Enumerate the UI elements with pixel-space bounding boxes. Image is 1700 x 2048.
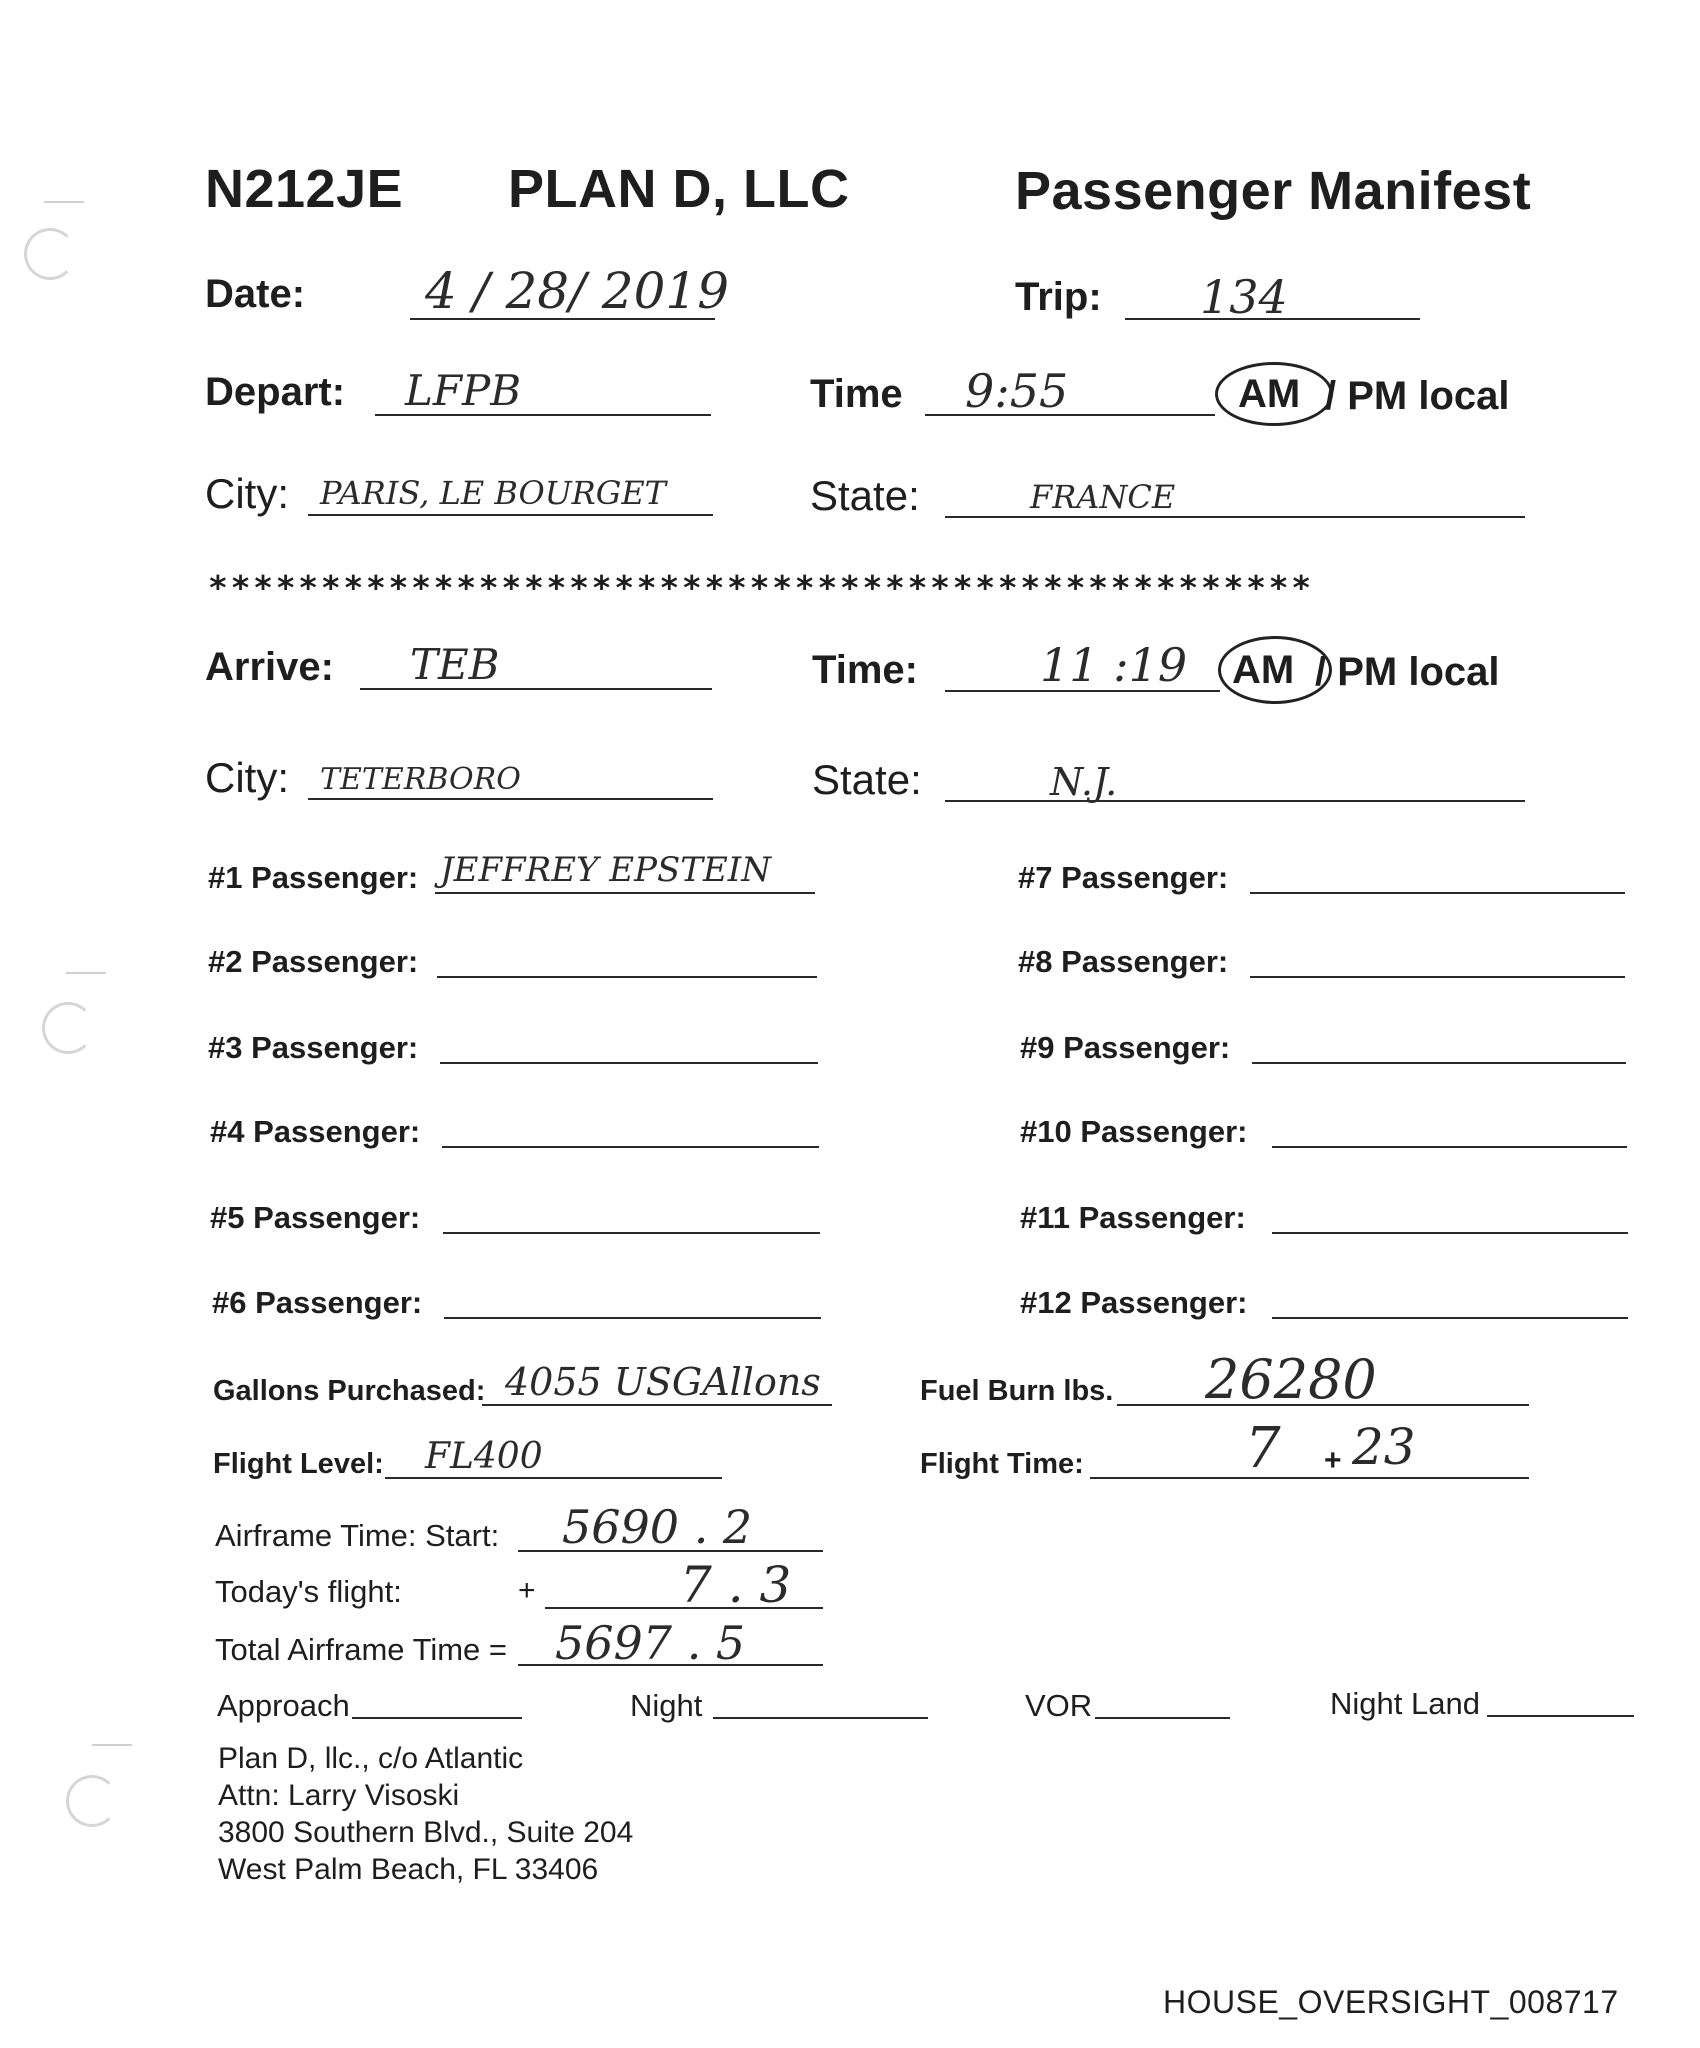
trip-value: 134 xyxy=(1200,270,1288,324)
tail-number: N212JE xyxy=(205,159,404,219)
passenger-6-label: #6 Passenger: xyxy=(212,1285,423,1320)
approach-line xyxy=(352,1717,522,1719)
todays-flight-label: Today's flight: xyxy=(215,1574,402,1609)
binder-hole-1 xyxy=(24,228,76,280)
address-line-4: West Palm Beach, FL 33406 xyxy=(218,1853,599,1886)
passenger-1-label: #1 Passenger: xyxy=(208,860,419,895)
hole-mark-2 xyxy=(66,972,106,974)
flight-level-line xyxy=(385,1477,722,1479)
airframe-start-value: 5690 . 2 xyxy=(562,1500,753,1554)
night-label: Night xyxy=(630,1688,703,1723)
night-land-label: Night Land xyxy=(1330,1686,1480,1721)
depart-value: LFPB xyxy=(405,366,522,415)
passenger-10-line xyxy=(1272,1146,1627,1148)
binder-hole-2 xyxy=(42,1002,94,1054)
arrive-state-line xyxy=(945,800,1525,802)
passenger-11-line xyxy=(1272,1232,1628,1234)
night-land-line xyxy=(1487,1715,1634,1717)
passenger-11-label: #11 Passenger: xyxy=(1020,1200,1246,1235)
arrive-time-label: Time: xyxy=(812,648,918,692)
hole-mark-1 xyxy=(44,201,84,203)
passenger-12-label: #12 Passenger: xyxy=(1020,1285,1248,1320)
night-line xyxy=(713,1717,928,1719)
passenger-5-line xyxy=(443,1232,820,1234)
arrive-state-label: State: xyxy=(812,756,922,803)
flight-level-label: Flight Level: xyxy=(213,1448,384,1480)
depart-time-label: Time xyxy=(810,372,903,416)
arrive-value: TEB xyxy=(410,640,500,689)
arrive-city-line xyxy=(308,798,713,800)
passenger-9-line xyxy=(1252,1062,1626,1064)
passenger-4-line xyxy=(442,1146,819,1148)
arrive-pm-local-label: / PM local xyxy=(1315,650,1500,694)
passenger-4-label: #4 Passenger: xyxy=(210,1114,421,1149)
todays-flight-value: 7 . 3 xyxy=(680,1556,792,1614)
mailing-address xyxy=(218,1740,633,1888)
passenger-1-name: JEFFREY EPSTEIN xyxy=(440,850,771,890)
address-line-1: Plan D, llc., c/o Atlantic xyxy=(218,1742,524,1775)
vor-line xyxy=(1095,1717,1230,1719)
passenger-2-label: #2 Passenger: xyxy=(208,944,419,979)
arrive-state-value: N.J. xyxy=(1050,760,1118,804)
depart-time-value: 9:55 xyxy=(965,364,1069,418)
passenger-1-line xyxy=(435,892,815,894)
passenger-7-label: #7 Passenger: xyxy=(1018,860,1229,895)
airframe-start-label: Airframe Time: Start: xyxy=(215,1518,500,1553)
date-value: 4 / 28/ 2019 xyxy=(425,262,730,320)
separator-stars: ************************************************* xyxy=(208,568,1314,607)
address-line-2: Attn: Larry Visoski xyxy=(218,1779,460,1812)
passenger-8-line xyxy=(1250,976,1625,978)
depart-state-value: FRANCE xyxy=(1030,478,1176,516)
bates-number: HOUSE_OVERSIGHT_008717 xyxy=(1163,1984,1619,2020)
total-airframe-value: 5697 . 5 xyxy=(555,1616,746,1670)
depart-state-label: State: xyxy=(810,472,920,519)
date-label: Date: xyxy=(205,272,306,316)
flight-time-hours: 7 xyxy=(1245,1416,1281,1481)
trip-label: Trip: xyxy=(1015,275,1102,319)
flight-level-value: FL400 xyxy=(425,1436,543,1477)
depart-pm-local-label: / PM local xyxy=(1325,374,1510,418)
arrive-city-value: TETERBORO xyxy=(320,762,521,797)
depart-city-value: PARIS, LE BOURGET xyxy=(320,474,667,512)
passenger-8-label: #8 Passenger: xyxy=(1018,944,1229,979)
form-title: Passenger Manifest xyxy=(1015,161,1532,221)
passenger-3-line xyxy=(440,1062,818,1064)
total-airframe-label: Total Airframe Time = xyxy=(215,1632,508,1667)
passenger-5-label: #5 Passenger: xyxy=(210,1200,421,1235)
flight-time-plus: + xyxy=(1324,1444,1342,1477)
flight-time-line xyxy=(1090,1477,1529,1479)
company-name: PLAN D, LLC xyxy=(508,159,850,219)
arrive-label: Arrive: xyxy=(205,645,334,689)
passenger-6-line xyxy=(444,1317,821,1319)
arrive-city-label: City: xyxy=(205,754,289,801)
todays-flight-plus: + xyxy=(518,1574,536,1607)
passenger-12-line xyxy=(1272,1317,1628,1319)
passenger-3-label: #3 Passenger: xyxy=(208,1030,419,1065)
passenger-10-label: #10 Passenger: xyxy=(1020,1114,1248,1149)
arrive-time-value: 11 :19 xyxy=(1040,638,1188,692)
hole-mark-3 xyxy=(92,1744,132,1746)
depart-state-line xyxy=(945,516,1525,518)
approach-label: Approach xyxy=(217,1688,350,1723)
depart-city-label: City: xyxy=(205,470,289,517)
gallons-purchased-label: Gallons Purchased: xyxy=(213,1375,486,1407)
depart-city-line xyxy=(308,514,713,516)
fuel-burn-label: Fuel Burn lbs. xyxy=(920,1375,1114,1407)
vor-label: VOR xyxy=(1025,1688,1093,1723)
flight-time-minutes: 23 xyxy=(1352,1418,1416,1476)
gallons-purchased-value: 4055 USGAllons xyxy=(505,1360,821,1404)
passenger-7-line xyxy=(1250,892,1625,894)
fuel-burn-value: 26280 xyxy=(1205,1348,1377,1411)
depart-am-label: AM xyxy=(1238,372,1301,416)
depart-label: Depart: xyxy=(205,370,346,414)
gallons-purchased-line xyxy=(482,1404,832,1406)
flight-time-label: Flight Time: xyxy=(920,1448,1084,1480)
binder-hole-3 xyxy=(66,1775,118,1827)
passenger-2-line xyxy=(437,976,817,978)
address-line-3: 3800 Southern Blvd., Suite 204 xyxy=(218,1816,634,1849)
arrive-am-label: AM xyxy=(1232,648,1295,692)
passenger-9-label: #9 Passenger: xyxy=(1020,1030,1231,1065)
